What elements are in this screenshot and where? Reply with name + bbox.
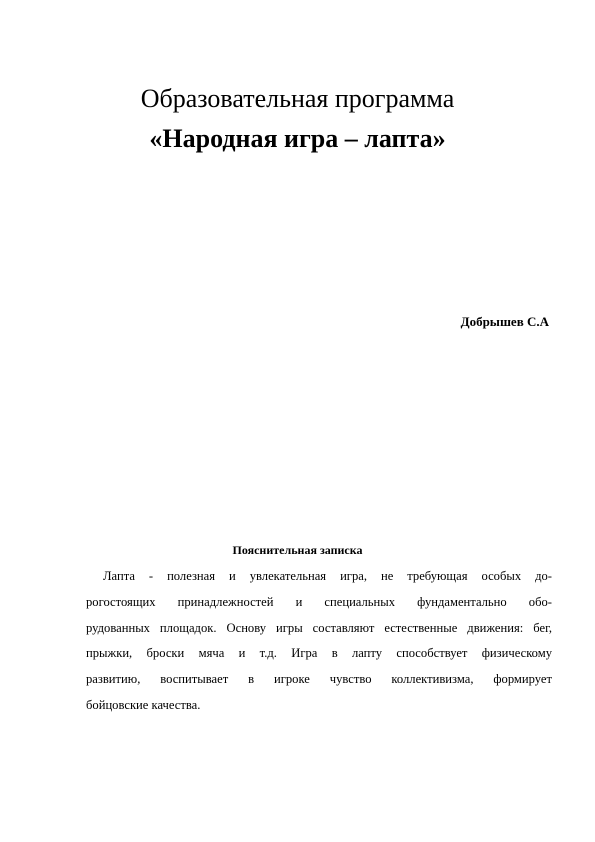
body-paragraph [86, 564, 552, 719]
paragraph-line: Лапта - полезная и увлекательная игра, не требующая особых до- [103, 569, 552, 583]
paragraph-line: рудованных площадок. Основу игры составляют естественные движения: бег, [86, 620, 552, 635]
document-title-line-1: Образовательная программа [140, 84, 455, 113]
paragraph-line: бойцовские качества. [86, 697, 201, 712]
author-name: Добрышев С.А [460, 314, 549, 329]
paragraph-line: прыжки, броски мяча и т.д. Игра в лапту способствует физическому [86, 646, 552, 661]
paragraph-line: развитию, воспитывает в игроке чувство коллективизма, формирует [86, 672, 552, 687]
paragraph-line: рогостоящих принадлежностей и специальных фундаментально обо- [86, 594, 552, 609]
section-heading: Пояснительная записка [232, 543, 363, 557]
document-title-line-2: «Народная игра – лапта» [149, 124, 446, 153]
